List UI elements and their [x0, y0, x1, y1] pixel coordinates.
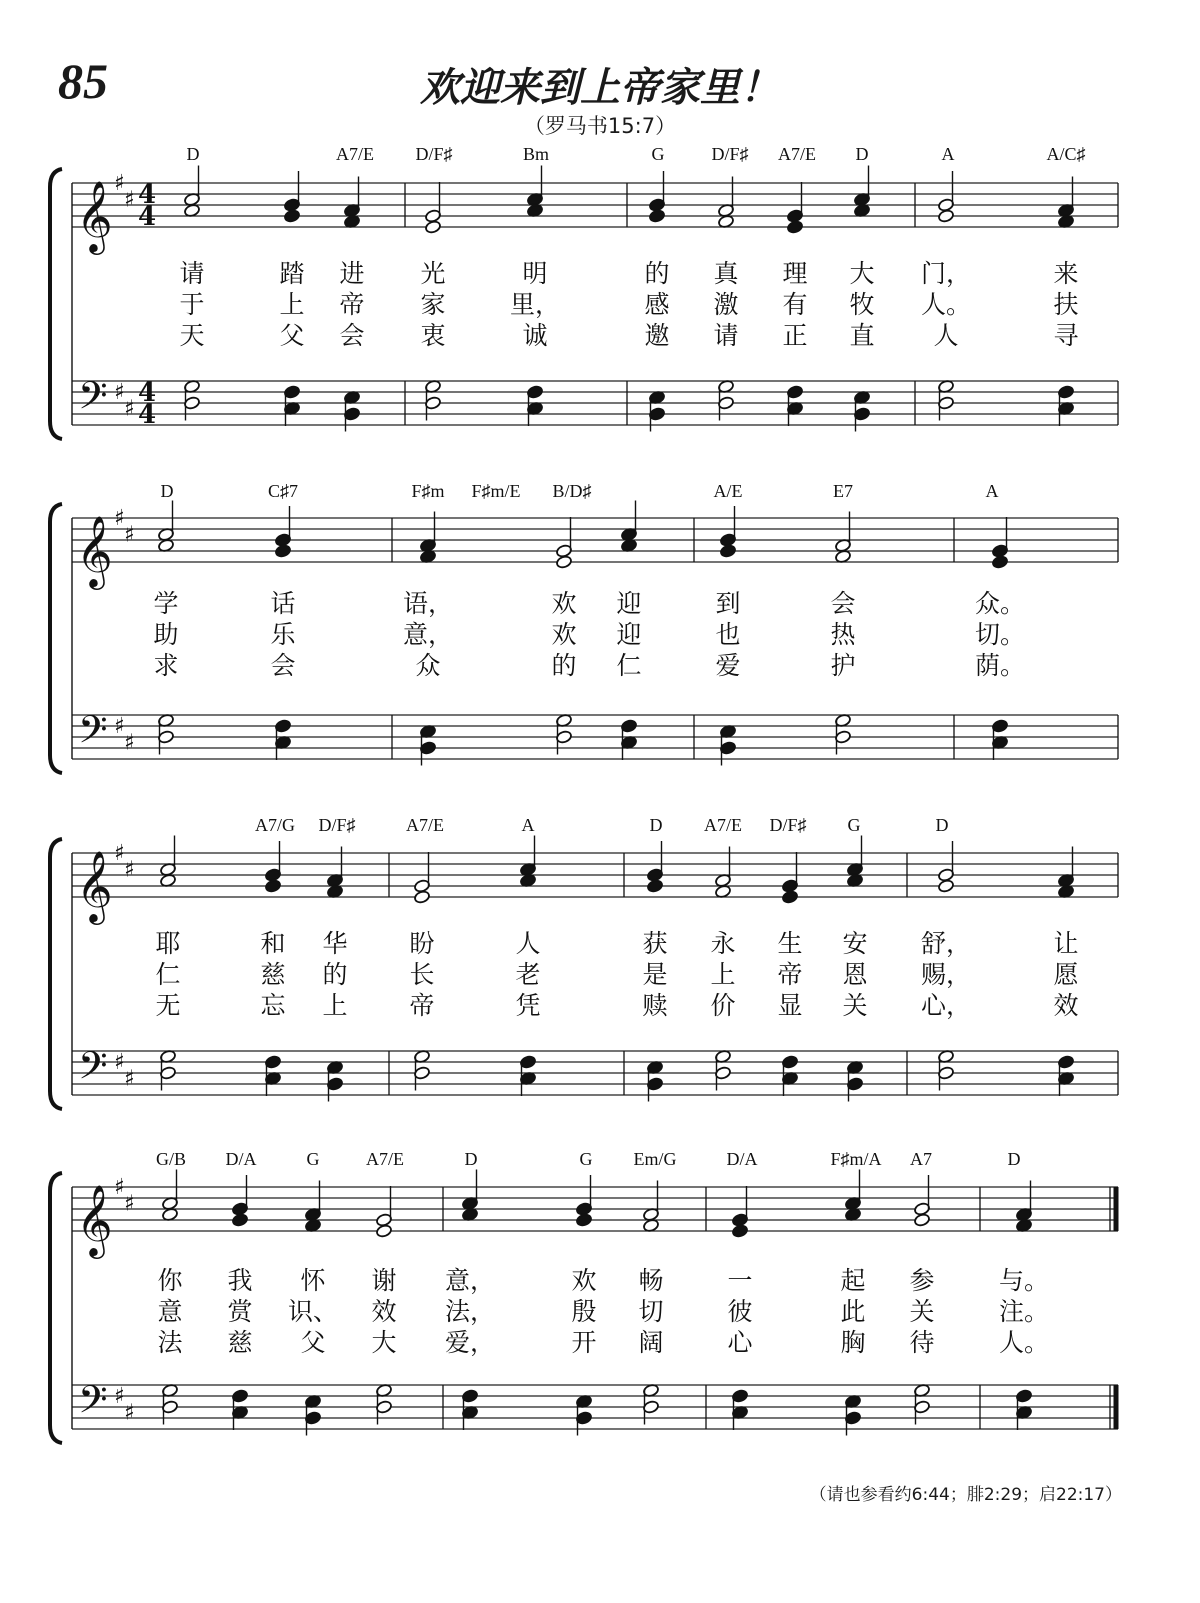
lyric-syllable: 永 [710, 929, 736, 958]
note-head [787, 220, 804, 234]
bass-clef-icon: 𝄢 [78, 1043, 108, 1097]
chord-symbol: G [847, 815, 861, 835]
chord-symbol: E7 [833, 481, 853, 501]
lyric-syllable: 的 [322, 960, 348, 989]
lyric-syllable: 大 [849, 259, 875, 288]
note-head [938, 209, 955, 223]
lyric-syllable: 众。 [974, 589, 1026, 618]
lyric-syllable: 会 [270, 651, 296, 680]
key-sharp-icon: ♯ [114, 1384, 125, 1409]
chord-symbol: A7 [910, 1149, 932, 1169]
chord-symbol: A [985, 481, 999, 501]
key-sharp-icon: ♯ [114, 380, 125, 405]
time-signature-digit: 4 [138, 378, 157, 408]
lyric-syllable: 父 [300, 1328, 326, 1357]
note-head [914, 1213, 931, 1227]
lyric-syllable: 赐， [920, 960, 972, 989]
chord-symbol: A [521, 815, 535, 835]
lyric-syllable: 上 [279, 290, 305, 319]
note-head [782, 890, 799, 904]
key-sharp-icon: ♯ [114, 171, 125, 196]
chord-symbol: A7/E [406, 815, 444, 835]
lyric-syllable: 激 [713, 290, 739, 319]
chord-symbol: A7/E [336, 144, 374, 164]
chord-symbol: D/F♯ [318, 815, 356, 835]
lyric-syllable: 盼 [409, 929, 435, 958]
lyric-syllable: 帝 [339, 290, 365, 319]
system-bracket [50, 1173, 62, 1443]
lyric-syllable: 热 [830, 620, 856, 649]
lyric-syllable: 有 [782, 290, 808, 319]
lyric-syllable: 诚 [522, 321, 548, 350]
lyric-syllable: 老 [515, 960, 541, 989]
time-signature-digit: 4 [138, 180, 157, 210]
lyric-syllable: 荫。 [974, 651, 1026, 680]
lyric-syllable: 关 [909, 1297, 935, 1326]
lyric-syllable: 切 [638, 1297, 664, 1326]
lyric-syllable: 你 [157, 1266, 183, 1295]
lyric-syllable: 殷 [571, 1297, 597, 1326]
lyric-syllable: 怀 [300, 1266, 326, 1295]
note-head [376, 1224, 393, 1238]
lyric-syllable: 护 [830, 651, 856, 680]
lyric-syllable: 是 [642, 960, 668, 989]
lyric-syllable: 切。 [974, 620, 1026, 649]
key-sharp-icon: ♯ [124, 1066, 135, 1092]
lyric-syllable: 爱 [715, 651, 741, 680]
lyric-syllable: 的 [644, 259, 670, 288]
chord-symbol: A7/E [778, 144, 816, 164]
chord-symbol: Em/G [633, 1149, 677, 1169]
key-sharp-icon: ♯ [114, 714, 125, 739]
lyric-syllable: 直 [849, 321, 875, 350]
lyric-syllable: 到 [715, 589, 741, 618]
lyric-syllable: 寻 [1053, 321, 1079, 350]
lyric-syllable: 阔 [638, 1328, 664, 1357]
score-system-3 [50, 815, 1118, 1109]
note-head [425, 220, 442, 234]
lyric-syllable: 上 [710, 960, 736, 989]
lyric-syllable: 仁 [616, 651, 642, 680]
note-head [232, 1213, 249, 1227]
chord-symbol: A [941, 144, 955, 164]
lyric-syllable: 人。 [998, 1328, 1050, 1357]
note-head [732, 1224, 749, 1238]
key-sharp-icon: ♯ [114, 1175, 125, 1200]
chord-symbol: D/A [726, 1149, 758, 1169]
score-system-4 [50, 1149, 1118, 1443]
note-head [275, 544, 292, 558]
lyric-syllable: 生 [777, 929, 803, 958]
lyric-syllable: 理 [782, 259, 808, 288]
score-system-2 [50, 481, 1118, 773]
chord-symbol: D/A [225, 1149, 257, 1169]
note-head [992, 555, 1009, 569]
lyric-syllable: 天 [179, 321, 205, 350]
lyric-syllable: 安 [842, 929, 868, 958]
chord-symbol: F♯m/E [471, 481, 521, 501]
lyric-syllable: 畅 [638, 1266, 664, 1295]
lyric-syllable: 人 [933, 321, 959, 350]
lyric-syllable: 请 [713, 321, 739, 350]
bass-clef-icon: 𝄢 [78, 707, 108, 761]
chord-symbol: D/F♯ [769, 815, 807, 835]
lyric-syllable: 迎 [616, 589, 642, 618]
lyric-syllable: 华 [322, 929, 348, 958]
lyric-syllable: 愿 [1053, 960, 1079, 989]
chord-symbol: A/E [713, 481, 743, 501]
chord-symbol: D [855, 144, 869, 164]
chord-symbol: D/F♯ [711, 144, 749, 164]
lyric-syllable: 忘 [260, 991, 286, 1020]
lyric-syllable: 价 [710, 991, 736, 1020]
lyric-syllable: 上 [322, 991, 348, 1020]
lyric-syllable: 赎 [642, 991, 668, 1020]
hymn-title: 欢迎来到上帝家里！ [420, 64, 780, 111]
chord-symbol: Bm [522, 144, 550, 164]
chord-symbol: G [651, 144, 665, 164]
chord-symbol: D [186, 144, 200, 164]
lyric-syllable: 谢 [371, 1266, 397, 1295]
key-sharp-icon: ♯ [114, 841, 125, 866]
chord-symbol: F♯m/A [830, 1149, 882, 1169]
note-head [720, 544, 737, 558]
lyric-syllable: 众 [415, 651, 441, 680]
lyric-syllable: 欢 [551, 589, 577, 618]
lyric-syllable: 牧 [849, 290, 875, 319]
lyric-syllable: 欢 [571, 1266, 597, 1295]
lyric-syllable: 凭 [515, 991, 541, 1020]
lyric-syllable: 学 [153, 589, 179, 618]
chord-symbol: G/B [155, 1149, 187, 1169]
lyric-syllable: 来 [1053, 259, 1079, 288]
chord-symbol: G [579, 1149, 593, 1169]
chord-symbol: A7/E [366, 1149, 404, 1169]
chord-symbol: C♯7 [267, 481, 299, 501]
treble-clef-icon: 𝄞 [76, 849, 113, 922]
lyric-syllable: 起 [840, 1266, 866, 1295]
key-sharp-icon: ♯ [124, 730, 135, 756]
lyric-syllable: 慈 [260, 960, 286, 989]
lyric-syllable: 请 [179, 259, 205, 288]
system-bracket [50, 504, 62, 773]
lyric-syllable: 助 [153, 620, 179, 649]
lyric-syllable: 光 [420, 259, 446, 288]
lyric-syllable: 大 [371, 1328, 397, 1357]
lyric-syllable: 长 [409, 960, 435, 989]
lyric-syllable: 一 [727, 1266, 753, 1295]
chord-symbol: F♯m [411, 481, 445, 501]
lyric-syllable: 帝 [409, 991, 435, 1020]
lyric-syllable: 求 [153, 651, 179, 680]
lyric-syllable: 会 [830, 589, 856, 618]
lyric-syllable: 胸 [840, 1328, 866, 1357]
lyric-syllable: 此 [840, 1297, 866, 1326]
lyric-syllable: 耶 [155, 929, 181, 958]
lyric-syllable: 帝 [777, 960, 803, 989]
bass-clef-icon: 𝄢 [78, 373, 108, 427]
lyric-syllable: 和 [260, 929, 286, 958]
lyric-syllable: 让 [1053, 929, 1079, 958]
lyric-syllable: 扶 [1053, 290, 1079, 319]
lyric-syllable: 也 [715, 620, 741, 649]
lyric-syllable: 话 [270, 589, 296, 618]
key-sharp-icon: ♯ [114, 1050, 125, 1075]
lyric-syllable: 进 [339, 259, 365, 288]
chord-symbol: D [935, 815, 949, 835]
chord-symbol: G [306, 1149, 320, 1169]
lyric-syllable: 爱， [444, 1328, 496, 1357]
lyric-syllable: 意 [157, 1297, 183, 1326]
lyric-syllable: 乐 [270, 620, 296, 649]
key-sharp-icon: ♯ [124, 396, 135, 422]
lyric-syllable: 家 [420, 290, 446, 319]
lyric-syllable: 的 [551, 651, 577, 680]
lyric-syllable: 赏 [227, 1297, 253, 1326]
lyric-syllable: 法 [157, 1328, 183, 1357]
note-head [414, 890, 431, 904]
lyric-syllable: 欢 [551, 620, 577, 649]
key-sharp-icon: ♯ [114, 506, 125, 531]
note-head [647, 879, 664, 893]
lyric-syllable: 效 [1053, 991, 1079, 1020]
scripture-reference: （罗马书15:7） [523, 114, 677, 138]
footer-cross-references: （请也参看约6:44；腓2:29；启22:17） [809, 1485, 1122, 1505]
lyric-syllable: 待 [909, 1328, 935, 1357]
system-bracket [50, 839, 62, 1109]
bass-clef-icon: 𝄢 [78, 1377, 108, 1431]
lyric-syllable: 意， [402, 620, 454, 649]
key-sharp-icon: ♯ [124, 1191, 135, 1217]
chord-symbol: D [649, 815, 663, 835]
note-head [284, 209, 301, 223]
lyric-syllable: 明 [522, 259, 548, 288]
key-sharp-icon: ♯ [124, 187, 135, 213]
lyric-syllable: 人。 [920, 290, 972, 319]
lyric-syllable: 开 [571, 1328, 597, 1357]
lyric-syllable: 关 [842, 991, 868, 1020]
lyric-syllable: 效 [371, 1297, 397, 1326]
lyric-syllable: 恩 [842, 960, 868, 989]
chord-symbol: A7/E [704, 815, 742, 835]
chord-symbol: A7/G [255, 815, 295, 835]
lyric-syllable: 识、 [287, 1297, 339, 1326]
lyric-syllable: 慈 [227, 1328, 253, 1357]
chord-symbol: D [464, 1149, 478, 1169]
system-bracket [50, 169, 62, 439]
time-signature-digit: 4 [138, 202, 157, 232]
lyric-syllable: 真 [713, 259, 739, 288]
chord-symbol: D [160, 481, 174, 501]
lyric-syllable: 迎 [616, 620, 642, 649]
lyric-syllable: 注。 [998, 1297, 1050, 1326]
lyric-syllable: 衷 [420, 321, 446, 350]
chord-symbol: B/D♯ [552, 481, 592, 501]
lyric-syllable: 心 [727, 1328, 753, 1357]
lyric-syllable: 获 [642, 929, 668, 958]
chord-symbol: D/F♯ [415, 144, 453, 164]
lyric-syllable: 邀 [644, 321, 670, 350]
lyric-syllable: 人 [515, 929, 541, 958]
chord-symbol: D [1007, 1149, 1021, 1169]
lyric-syllable: 踏 [279, 259, 305, 288]
key-sharp-icon: ♯ [124, 1400, 135, 1426]
note-head [649, 209, 666, 223]
chord-symbol: A/C♯ [1046, 144, 1086, 164]
lyric-syllable: 会 [339, 321, 365, 350]
key-sharp-icon: ♯ [124, 522, 135, 548]
lyric-syllable: 感 [644, 290, 670, 319]
lyric-syllable: 正 [782, 321, 808, 350]
lyric-syllable: 语， [402, 589, 454, 618]
lyric-syllable: 无 [155, 991, 181, 1020]
lyric-syllable: 里， [509, 290, 561, 319]
note-head [556, 555, 573, 569]
lyric-syllable: 门， [920, 259, 972, 288]
note-head [938, 879, 955, 893]
lyric-syllable: 参 [909, 1266, 935, 1295]
note-head [576, 1213, 593, 1227]
hymn-number: 85 [58, 53, 108, 109]
lyric-syllable: 与。 [998, 1266, 1050, 1295]
score-system-1 [50, 144, 1118, 439]
note-head [265, 879, 282, 893]
lyric-syllable: 父 [279, 321, 305, 350]
time-signature-digit: 4 [138, 400, 157, 430]
lyric-syllable: 显 [777, 991, 803, 1020]
lyric-syllable: 彼 [727, 1297, 753, 1326]
lyric-syllable: 法， [444, 1297, 496, 1326]
lyric-syllable: 仁 [155, 960, 181, 989]
lyric-syllable: 我 [227, 1266, 253, 1295]
treble-clef-icon: 𝄞 [76, 514, 113, 587]
treble-clef-icon: 𝄞 [76, 1183, 113, 1256]
lyric-syllable: 于 [179, 290, 205, 319]
lyric-syllable: 心， [920, 991, 972, 1020]
lyric-syllable: 舒， [920, 929, 972, 958]
treble-clef-icon: 𝄞 [76, 179, 113, 252]
key-sharp-icon: ♯ [124, 857, 135, 883]
lyric-syllable: 意， [444, 1266, 496, 1295]
